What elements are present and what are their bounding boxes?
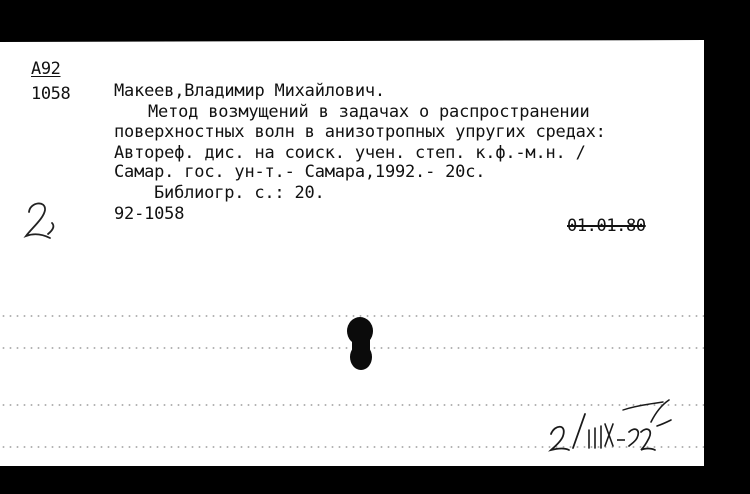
publication-line: Самар. гос. ун-т.- Самара,1992.- 20с. bbox=[114, 162, 486, 182]
title-line-1: Метод возмущений в задачах о распространении bbox=[148, 102, 590, 122]
handwritten-mark bbox=[20, 198, 58, 244]
struck-date: 01.01.80 bbox=[567, 216, 646, 236]
author-line: Макеев,Владимир Михайлович. bbox=[114, 81, 385, 101]
call-number-top: А92 bbox=[31, 59, 61, 79]
accession-number: 92-1058 bbox=[114, 204, 185, 224]
punch-hole bbox=[343, 315, 377, 375]
handwritten-signature bbox=[545, 396, 675, 458]
degree-line: Автореф. дис. на соиск. учен. степ. к.ф.-м.н. / bbox=[114, 143, 586, 163]
call-number-bottom: 1058 bbox=[31, 84, 71, 104]
title-line-2: поверхностных волн в анизотропных упругих средах: bbox=[114, 122, 606, 142]
bibliography-line: Библиогр. с.: 20. bbox=[154, 183, 325, 203]
